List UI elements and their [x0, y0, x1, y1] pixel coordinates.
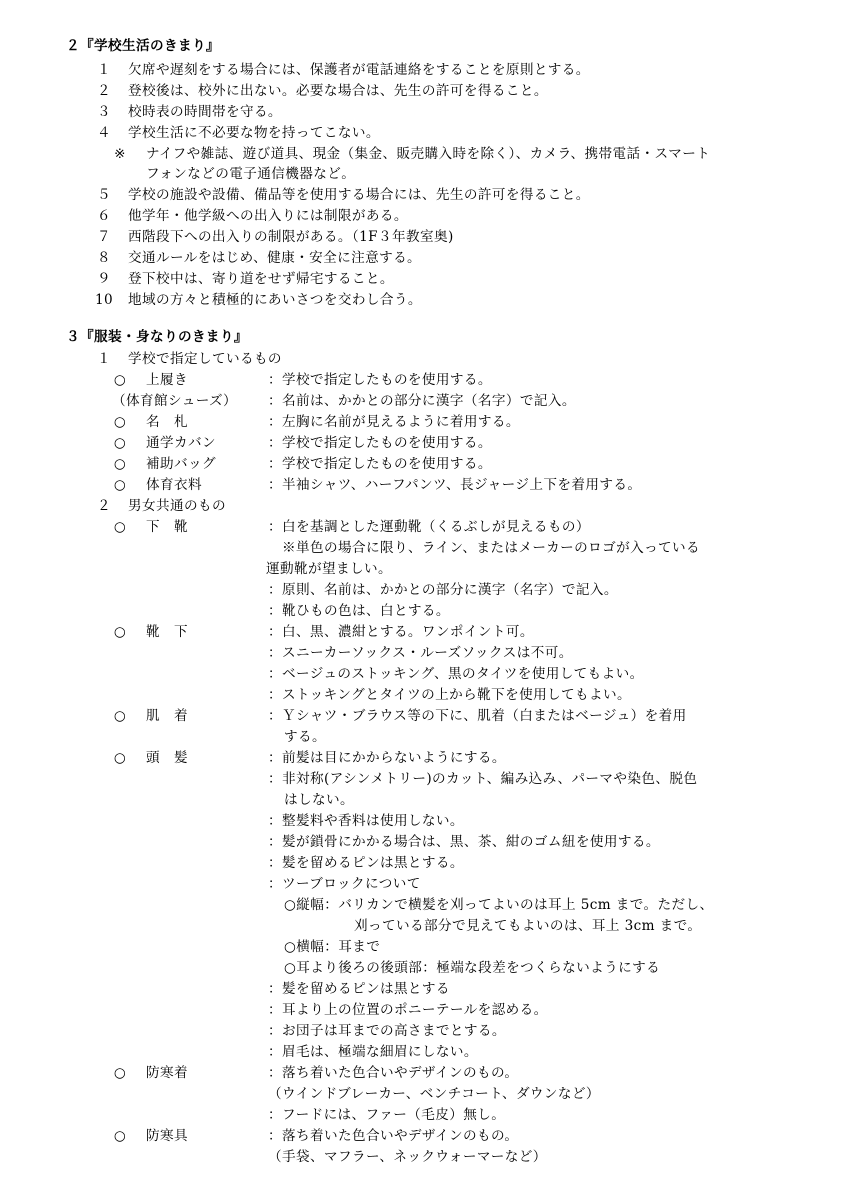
hair-rule: ：耳より上の位置のポニーテールを認める。 — [268, 1002, 548, 1018]
gear-examples: （手袋、マフラー、ネックウォーマーなど） — [268, 1149, 547, 1165]
two-block-vertical-cont: 刈っている部分で見えてもよいのは、耳上 3cm まで。 — [354, 918, 702, 934]
shoes-note: ※単色の場合に限り、ライン、またはメーカーのロゴが入っている — [282, 540, 701, 556]
underwear-cont: する。 — [284, 729, 326, 745]
hair-rule: ：髪が鎖骨にかかる場合は、黒、茶、紺のゴム紐を使用する。 — [268, 834, 660, 850]
shoes-rule: ：靴ひもの色は、白とする。 — [268, 603, 450, 619]
section2-heading: ２『学校生活のきまり』 — [66, 38, 220, 54]
two-block-back: ○耳より後ろの後頭部：極端な段差をつくらないようにする — [284, 960, 661, 976]
shoes-note-cont: 運動靴が望ましい。 — [266, 561, 392, 577]
coat-examples: （ウインドブレーカー、ベンチコート、ダウンなど） — [268, 1086, 600, 1102]
shoes-rule: ：原則、名前は、かかとの部分に漢字（名字）で記入。 — [268, 582, 618, 598]
hair-rule: ：整髪料や香料は使用しない。 — [268, 813, 464, 829]
document-page: ２『学校生活のきまり』 １ 欠席や遅刻をする場合には、保護者が電話連絡をすることを原則とする。 ２ 登校後は、校外に出ない。必要な場合は、先生の許可を得ること。 ３ 校時表の時間帯を守る。 ４ 学校生活に不必要な物を持ってこない。 ※ ナイフや雑誌、遊び道具、現金（集金、販売購入時を除く）、カメラ、携帯電話・スマート フォンなどの電子通信機器など。 ５ 学校の施設や設備、備品等を使用する場合には、先生の許可を得ること。 ６ 他学年・他学級への出入りには制限がある。 ７ 西階段下への出入りの制限がある。（1F３年教室奥) ８ 交通ルールをはじめ、健康・安全に注意する。 ９ 登下校中は、寄り道をせず帰宅すること。 10 地域の方々と積極的にあいさつを交わし合う。 ３『服装・身なりのきまり』 １ 学校で指定しているもの ○ 上履き ：学校で指定したものを使用する。 （体育館シューズ） ：名前は、かかとの部分に漢字（名字）で記入。 ○ 名 札 ：左胸に名前が見えるように着用する。 ○ 通学カバン ：学校で指定したものを使用する。 ○ 補助バッグ ：学校で指定したものを使用する。 ○ 体育衣料 ：半袖シャツ、ハーフパンツ、長ジャージ上下を着用する。 ２ 男女共通のもの ○ 下 靴 ：白を基調とした運動靴（くるぶしが見えるもの） ※単色の場合に限り、ライン、またはメーカーのロゴが入っている 運動靴が望ましい。 ：原則、名前は、かかとの部分に漢字（名字）で記入。 ：靴ひもの色は、白とする。 ○ 靴 下 ：白、黒、濃紺とする。ワンポイント可。 ：スニーカーソックス・ルーズソックスは不可。 ：ベージュのストッキング、黒のタイツを使用してもよい。 ：ストッキングとタイツの上から靴下を使用してもよい。 ○ 肌 着 ：Ｙシャツ・ブラウス等の下に、肌着（白またはベージュ）を着用 する。 ○ 頭 髪 ：前髪は目にかからないようにする。 ：非対称(アシンメトリー)のカット、編み込み、パーマや染色、脱色 はしない。 ：整髪料や香料は使用しない。 ：髪が鎖骨にかかる場合は、黒、茶、紺のゴム紐を使用する。 ：髪を留めるピンは黒とする。 ：ツーブロックについて ○縦幅：バリカンで横髪を刈ってよいのは耳上 5cm まで。ただし、 刈っている部分で見えてもよいのは、耳上 3cm まで。 ○横幅：耳まで ○耳より後ろの後頭部：極端な段差をつくらないようにする ：髪を留めるピンは黒とする ：耳より上の位置のポニーテールを認める。 ：お団子は耳までの高さまでとする。 ：眉毛は、極端な細眉にしない。 ○ 防寒着 ：落ち着いた色合いやデザインのもの。 （ウインドブレーカー、ベンチコート、ダウンなど） ：フードには、ファー（毛皮）無し。 ○ 防寒具 ：落ち着いた色合いやデザインのもの。 （手袋、マフラー、ネックウォーマーなど） — [66, 38, 714, 1165]
socks-rule: ：スニーカーソックス・ルーズソックスは不可。 — [268, 645, 573, 661]
hair-rule: ：髪を留めるピンは黒とする — [268, 981, 450, 997]
hair-rule-cont: はしない。 — [284, 792, 354, 808]
two-block-vertical: ○縦幅：バリカンで横髪を刈ってよいのは耳上 5cm まで。ただし、 — [284, 897, 714, 913]
hair-rule: ：非対称(アシンメトリー)のカット、編み込み、パーマや染色、脱色 — [268, 771, 698, 787]
two-block-horizontal: ○横幅：耳まで — [284, 939, 381, 955]
hair-rule: ：ツーブロックについて — [268, 876, 421, 892]
rule-note-cont: フォンなどの電子通信機器など。 — [146, 166, 356, 182]
coat-rule: ：フードには、ファー（毛皮）無し。 — [268, 1107, 506, 1123]
section3-heading: ３『服装・身なりのきまり』 — [66, 329, 248, 345]
hair-rule: ：お団子は耳までの高さまでとする。 — [268, 1023, 506, 1039]
hair-rule: ：髪を留めるピンは黒とする。 — [268, 855, 464, 871]
socks-rule: ：ストッキングとタイツの上から靴下を使用してもよい。 — [268, 687, 632, 703]
socks-rule: ：ベージュのストッキング、黒のタイツを使用してもよい。 — [268, 666, 644, 682]
hair-rule: ：眉毛は、極端な細眉にしない。 — [268, 1044, 478, 1060]
note-mark: ※ — [114, 146, 126, 162]
